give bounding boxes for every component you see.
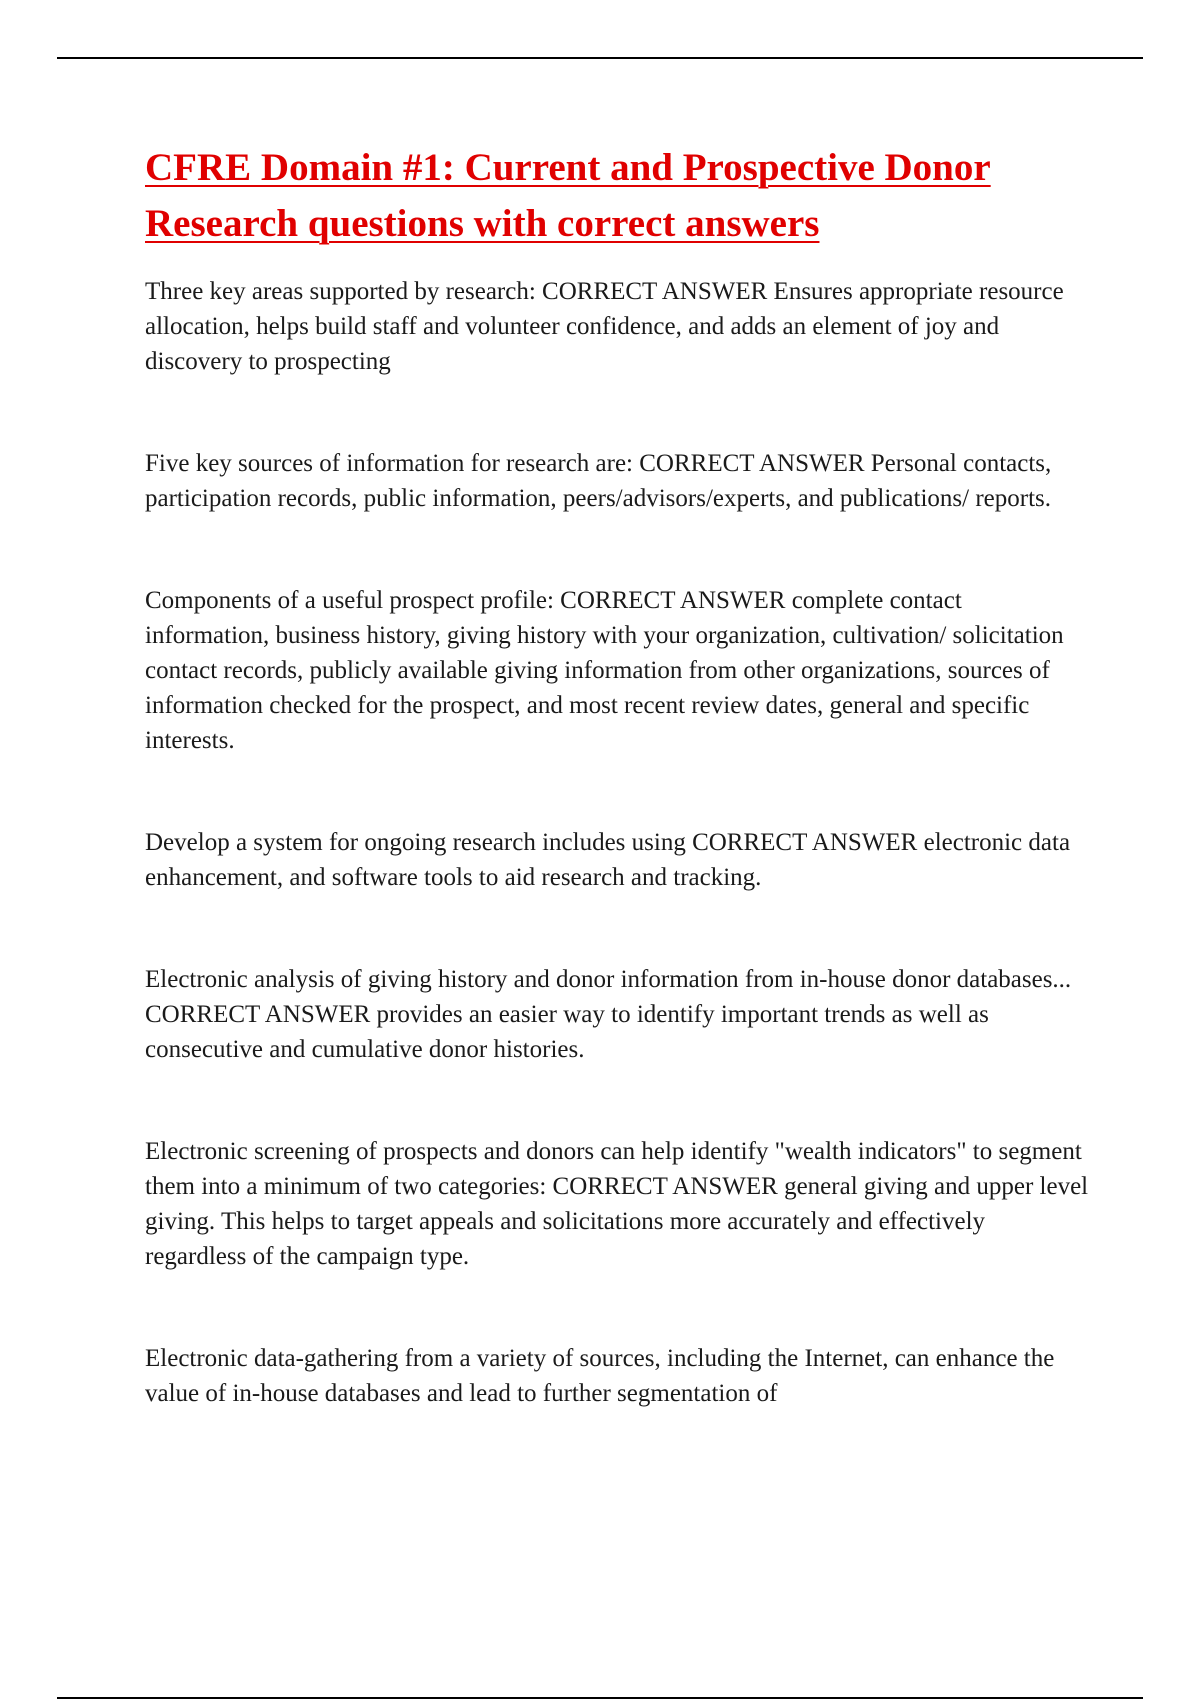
qa-item: Develop a system for ongoing research includes using CORRECT ANSWER electronic data enhancement, and software tools to aid research and tracking. (145, 829, 1071, 891)
qa-item: Electronic data-gathering from a variety of sources, including the Internet, can enhance the value of in-house databases and lead to further segmentation of (145, 1345, 1055, 1407)
qa-item: Components of a useful prospect profile: CORRECT ANSWER complete contact information, business history, giving history with your organization, cultivation/ solicitation contact records, publicly available giving information from other organizations, sources of information checked for the prospect, and most recent review dates, general and specific interests. (145, 587, 1064, 754)
document-page (145, 140, 1090, 1478)
qa-list (145, 274, 1090, 1411)
qa-item: Five key sources of information for research are: CORRECT ANSWER Personal contacts, participation records, public information, peers/advisors/experts, and publications/ reports. (145, 450, 1052, 512)
qa-item: Electronic analysis of giving history and donor information from in-house donor databases... CORRECT ANSWER provides an easier way to identify important trends as well as consecutive and cumulative donor histories. (145, 966, 1072, 1063)
bottom-rule (57, 1697, 1143, 1699)
qa-item: Three key areas supported by research: CORRECT ANSWER Ensures appropriate resource allocation, helps build staff and volunteer confidence, and adds an element of joy and discovery to prospecting (145, 278, 1064, 375)
qa-item: Electronic screening of prospects and donors can help identify "wealth indicators" to segment them into a minimum of two categories: CORRECT ANSWER general giving and upper level giving. This helps to target appeals and solicitations more accurately and effectively regardless of the campaign type. (145, 1138, 1089, 1270)
document-title: CFRE Domain #1: Current and Prospective Donor Research questions with correct answers (145, 146, 991, 245)
top-rule (57, 57, 1143, 59)
